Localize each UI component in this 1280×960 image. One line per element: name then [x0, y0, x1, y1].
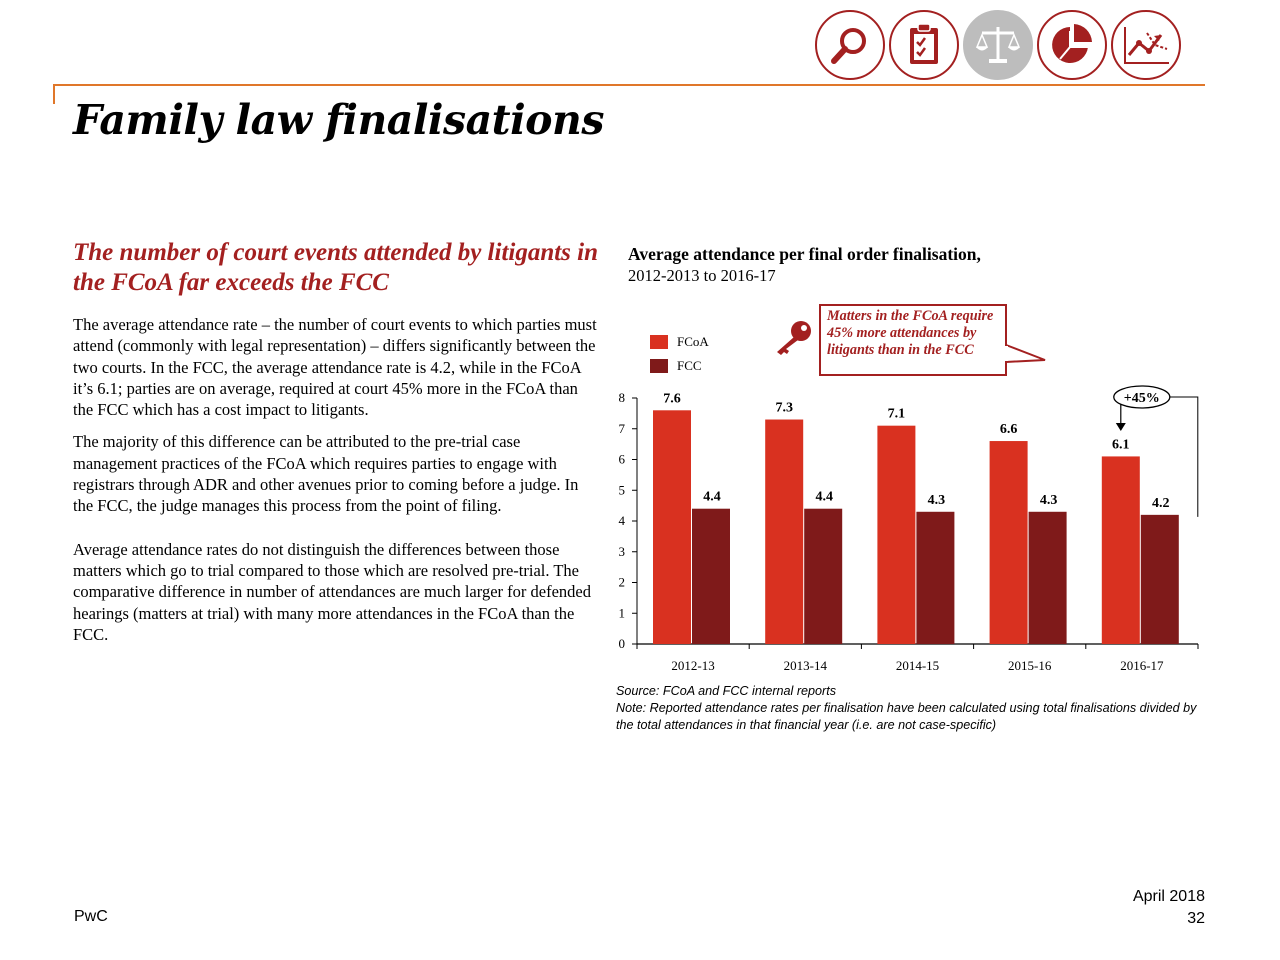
legend-label-fcc: FCC — [677, 358, 702, 373]
y-tick-label: 0 — [618, 636, 625, 651]
x-tick-label-2015-16: 2015-16 — [1008, 658, 1052, 673]
y-tick-label: 3 — [618, 543, 625, 559]
nav-clipboard-button[interactable] — [889, 10, 959, 80]
footer-right — [1133, 886, 1205, 930]
annotation-bracket-line — [1168, 397, 1198, 517]
page-number: 32 — [1187, 910, 1205, 927]
chart-title: Average attendance per final order finalisation, — [628, 244, 981, 264]
y-tick-label: 8 — [618, 390, 625, 405]
x-tick-label-2016-17: 2016-17 — [1120, 658, 1164, 673]
callout-box: Matters in the FCoA require 45% more attendances by litigants than in the FCC — [819, 304, 1007, 376]
footer-date: April 2018 — [1132, 888, 1205, 905]
body-paragraph-3: Average attendance rates do not distinguish the differences between those matters which go to trial compared to those which are resolved pre-trial. The comparative difference in number of attendances are much larger for defended hearings (matters at trial) with many more attendances in the FCoA than the FCC. — [73, 539, 591, 644]
section-subheading: The number of court events attended by litigants in the FCoA far exceeds the FCC — [73, 239, 599, 296]
header-divider — [53, 84, 1205, 86]
pie-chart-icon — [1048, 21, 1096, 69]
page-title: Family law finalisations — [73, 96, 604, 144]
legend-swatch-fcoa — [650, 335, 668, 349]
bar-fcc-2016-17 — [1141, 515, 1179, 644]
data-label-fcoa-2014-15: 7.1 — [887, 406, 906, 422]
legend-swatch-fcc — [650, 359, 668, 373]
key-icon — [773, 318, 815, 356]
body-text — [73, 314, 598, 656]
y-tick-label: 7 — [618, 420, 625, 436]
note-line: Note: Reported attendance rates per finalisation have been calculated using total finalisations divided by the total attendances in that financial year (i.e. are not case-specific) — [616, 701, 1197, 732]
bar-fcoa-2014-15 — [877, 426, 915, 644]
x-tick-label-2014-15: 2014-15 — [895, 658, 940, 673]
data-label-fcc-2015-16: 4.3 — [1039, 492, 1058, 508]
chart-subtitle: 2012-2013 to 2016-17 — [628, 266, 776, 285]
y-tick-label: 6 — [618, 451, 625, 467]
nav-line-chart-button[interactable] — [1111, 10, 1181, 80]
data-label-fcc-2016-17: 4.2 — [1152, 495, 1170, 511]
legend-item-fcc — [650, 354, 709, 378]
body-paragraph-2: The majority of this difference can be attributed to the pre-trial case management practices of the FCoA which requires parties to engage with registrars through ADR and other avenues prior to coming before a judge. In the FCC, the judge manages this process from the point of filing. — [73, 432, 579, 516]
nav-magnifier-button[interactable] — [815, 10, 885, 80]
section-navigation — [815, 10, 1181, 80]
y-tick-label: 4 — [618, 513, 625, 528]
y-tick-label: 1 — [618, 605, 625, 621]
legend-item-fcoa — [650, 330, 709, 354]
x-tick-label-2012-13: 2012-13 — [671, 658, 715, 673]
data-label-fcoa-2012-13: 7.6 — [663, 391, 681, 407]
x-tick-label-2013-14: 2013-14 — [783, 658, 827, 673]
y-tick-label: 5 — [618, 482, 625, 498]
chart-source — [616, 683, 1216, 734]
y-tick-label: 2 — [618, 574, 625, 590]
header-divider-tick — [53, 84, 55, 104]
data-label-fcoa-2015-16: 6.6 — [999, 422, 1018, 438]
bar-fcoa-2016-17 — [1102, 456, 1140, 644]
bar-fcc-2012-13 — [692, 509, 730, 644]
annotation-label: +45% — [1123, 391, 1160, 406]
data-label-fcc-2014-15: 4.3 — [927, 492, 946, 508]
attendance-bar-chart — [600, 380, 1210, 680]
bar-fcoa-2012-13 — [653, 410, 691, 644]
annotation-arrow-head — [1116, 423, 1126, 431]
footer-brand: PwC — [74, 908, 108, 925]
bar-fcc-2013-14 — [804, 509, 842, 644]
data-label-fcoa-2013-14: 7.3 — [775, 400, 793, 416]
source-line: Source: FCoA and FCC internal reports — [616, 684, 837, 698]
chart-legend — [650, 330, 709, 378]
nav-pie-chart-button[interactable] — [1037, 10, 1107, 80]
data-label-fcoa-2016-17: 6.1 — [1112, 437, 1130, 453]
bar-fcc-2014-15 — [916, 512, 954, 644]
data-label-fcc-2012-13: 4.4 — [703, 489, 721, 505]
clipboard-checklist-icon — [904, 22, 944, 68]
data-label-fcc-2013-14: 4.4 — [815, 489, 833, 505]
body-paragraph-1: The average attendance rate – the number of court events to which parties must attend (commonly with legal representation) – differs significantly between the two courts. In the FCC, the average attendance rate is 4.2, while in the FCoA it’s 6.1; parties are on average, required at court 45% more in the FCoA than the FCC which has a cost impact to litigants. — [73, 315, 597, 420]
callout-pointer — [1005, 344, 1047, 366]
bar-fcoa-2015-16 — [990, 441, 1028, 644]
legend-label-fcoa: FCoA — [677, 334, 709, 349]
nav-scales-button[interactable] — [963, 10, 1033, 80]
line-chart-icon — [1121, 23, 1171, 67]
bar-fcc-2015-16 — [1029, 512, 1067, 644]
magnifier-icon — [828, 23, 872, 67]
bar-fcoa-2013-14 — [765, 420, 803, 644]
scales-of-justice-icon — [974, 23, 1022, 67]
